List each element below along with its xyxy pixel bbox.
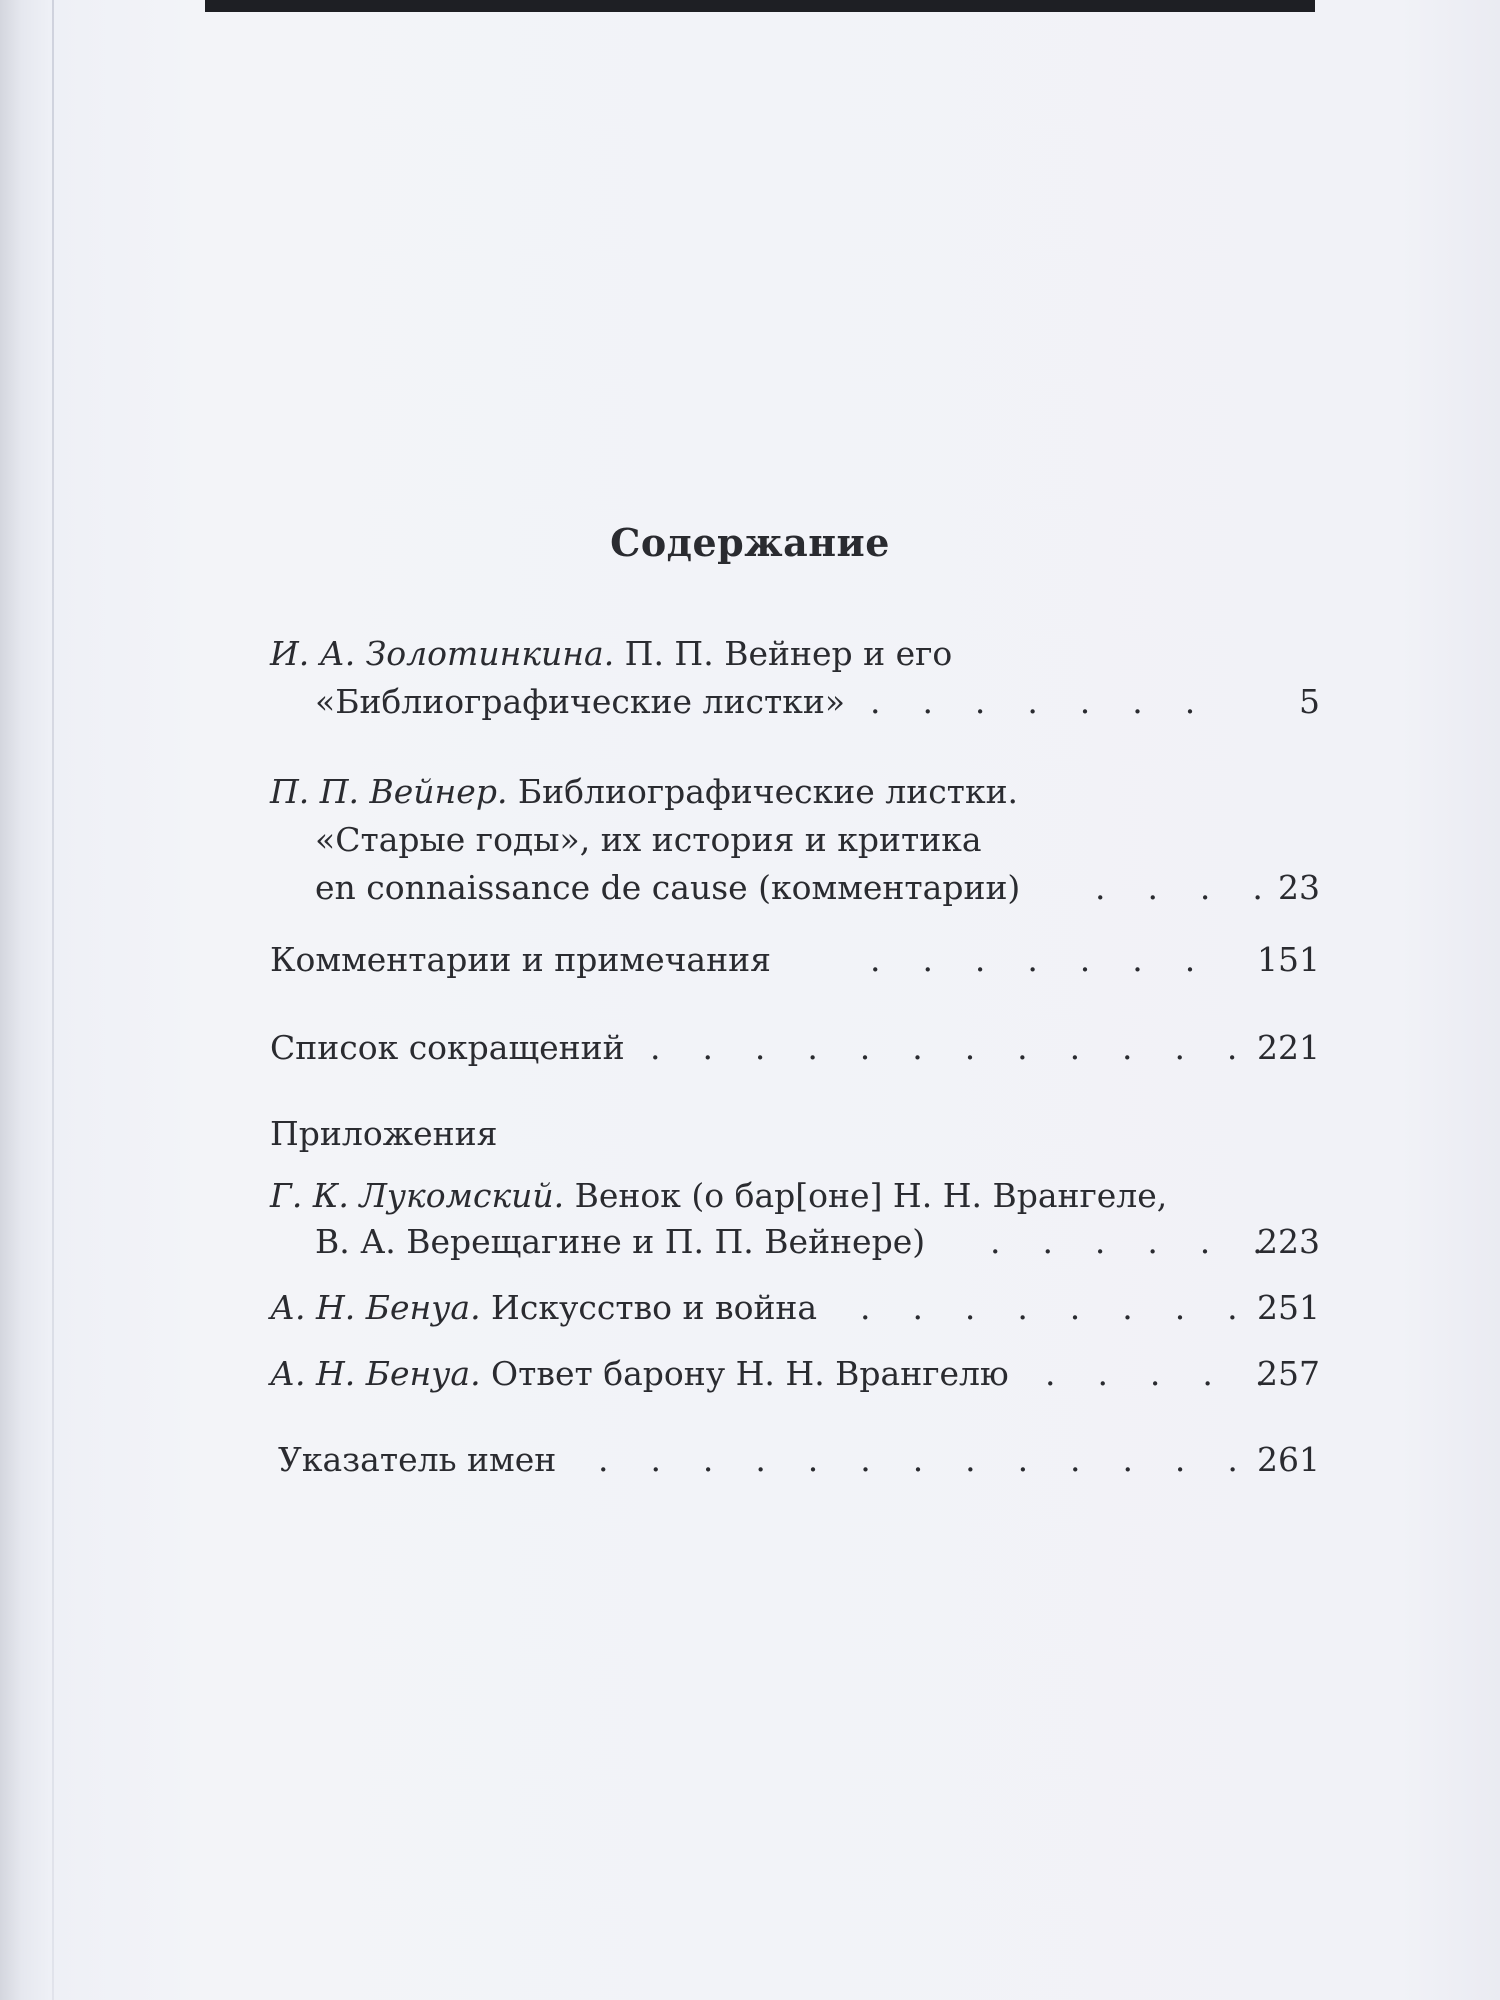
toc-title: Библиографические листки. bbox=[507, 772, 1019, 811]
toc-leader-dots: . . . . . . . . . . . . . bbox=[598, 1440, 1238, 1479]
toc-entry-zolotinkina-line2 bbox=[315, 678, 1320, 726]
toc-title: Искусство и война bbox=[480, 1288, 818, 1327]
toc-entry-benois-art-war bbox=[270, 1284, 1320, 1332]
toc-leader-dots: . . . . . . . bbox=[870, 682, 1196, 721]
toc-entry-abbreviations bbox=[270, 1024, 1320, 1072]
toc-page-number: 261 bbox=[1257, 1440, 1320, 1479]
toc-leader-dots: . . . . . . . . . . . . bbox=[650, 1028, 1238, 1067]
toc-page-number: 251 bbox=[1257, 1288, 1320, 1327]
toc-section-appendices bbox=[270, 1110, 1320, 1158]
toc-leader-dots: . . . . . . . . bbox=[860, 1288, 1238, 1327]
toc-page-number: 221 bbox=[1257, 1028, 1320, 1067]
toc-author: И. А. Золотинкина. bbox=[270, 634, 615, 673]
top-rule bbox=[205, 0, 1315, 12]
toc-leader-dots: . . . . . bbox=[1045, 1354, 1266, 1393]
toc-leader-dots: . . . . bbox=[1095, 868, 1263, 907]
toc-title: Венок (о бар[оне] Н. Н. Врангеле, bbox=[564, 1176, 1168, 1215]
toc-author: А. Н. Бенуа. bbox=[270, 1288, 481, 1327]
toc-entry-weiner-line2 bbox=[315, 816, 1320, 864]
toc-title: В. А. Верещагине и П. П. Вейнере) bbox=[315, 1222, 926, 1261]
toc-title: «Библиографические листки» bbox=[315, 682, 846, 721]
toc-leader-dots: . . . . . . . bbox=[870, 940, 1196, 979]
toc-entry-lukomsky-line1 bbox=[270, 1172, 1320, 1220]
toc-author: Г. К. Лукомский. bbox=[270, 1176, 565, 1215]
toc-title: Список сокращений bbox=[270, 1028, 625, 1067]
toc-page-number: 223 bbox=[1257, 1222, 1320, 1261]
toc-title: en connaissance de cause (комментарии) bbox=[315, 868, 1021, 907]
toc-title: «Старые годы», их история и критика bbox=[315, 820, 982, 859]
toc-title: Приложения bbox=[270, 1114, 498, 1153]
toc-entry-weiner-line1 bbox=[270, 768, 1320, 816]
toc-entry-weiner-line3 bbox=[315, 864, 1320, 912]
toc-title: Ответ барону Н. Н. Врангелю bbox=[480, 1354, 1009, 1393]
toc-page-number: 5 bbox=[1299, 682, 1320, 721]
toc-title: Комментарии и примечания bbox=[270, 940, 771, 979]
gutter-shadow bbox=[52, 0, 54, 2000]
toc-author: П. П. Вейнер. bbox=[270, 772, 508, 811]
toc-author: А. Н. Бенуа. bbox=[270, 1354, 481, 1393]
toc-page-number: 23 bbox=[1278, 868, 1320, 907]
toc-title: Указатель имен bbox=[278, 1440, 557, 1479]
toc-entry-benois-answer bbox=[270, 1350, 1320, 1398]
toc-entry-comments bbox=[270, 936, 1320, 984]
toc-entry-lukomsky-line2 bbox=[315, 1218, 1320, 1266]
toc-entry-zolotinkina-line1 bbox=[270, 630, 1320, 678]
page-title: Содержание bbox=[610, 520, 890, 565]
toc-title: П. П. Вейнер и его bbox=[614, 634, 953, 673]
toc-leader-dots: . . . . . . bbox=[990, 1222, 1263, 1261]
toc-entry-index bbox=[278, 1436, 1320, 1484]
toc-page-number: 257 bbox=[1257, 1354, 1320, 1393]
toc-page-number: 151 bbox=[1257, 940, 1320, 979]
